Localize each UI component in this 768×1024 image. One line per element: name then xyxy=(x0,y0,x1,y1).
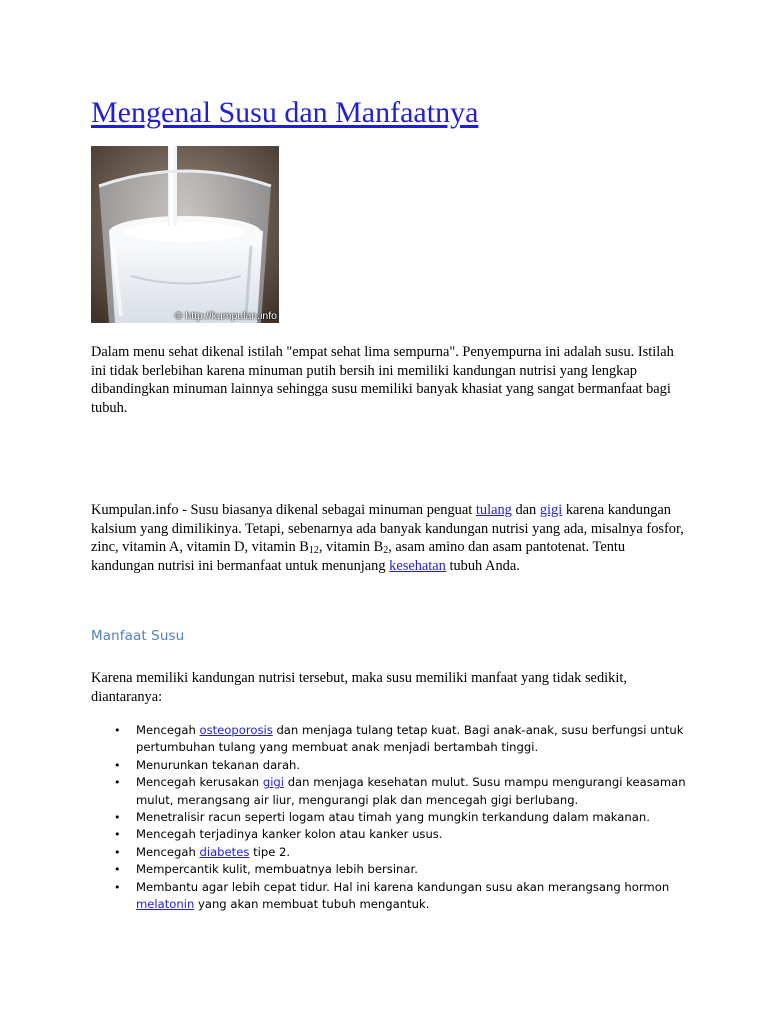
bullet-icon: • xyxy=(114,863,121,877)
nutrition-paragraph xyxy=(91,501,691,575)
subscript-12: 12 xyxy=(308,545,319,556)
bullet-icon: • xyxy=(114,880,121,894)
paragraph-text: karena kandungan kalsium yang dimilikinya. Tetapi, sebenarnya ada banyak kandungan nutrisi yang ada, misalnya fosfor, zinc, vitamin A, vitamin D, vitamin B xyxy=(91,502,684,555)
benefits-list xyxy=(91,722,691,913)
paragraph-text: dan xyxy=(511,502,540,518)
list-item xyxy=(91,861,691,878)
bullet-icon: • xyxy=(114,811,121,825)
item-text: Mencegah terjadinya kanker kolon atau kanker usus. xyxy=(136,827,443,842)
item-text: tipe 2. xyxy=(249,844,291,859)
list-item xyxy=(91,826,691,843)
bullet-icon: • xyxy=(114,758,121,772)
subscript-2: 2 xyxy=(383,545,389,556)
item-text: Mencegah xyxy=(136,844,200,859)
bullet-icon: • xyxy=(114,828,121,842)
paragraph-text: Kumpulan.info - Susu biasanya dikenal sebagai minuman penguat xyxy=(91,502,476,518)
paragraph-text: , vitamin B xyxy=(318,539,384,555)
item-text: dan menjaga kesehatan mulut. Susu mampu mengurangi keasaman mulut, merangsang air liur, mengurangi plak dan mencegah gigi berlubang. xyxy=(136,775,686,807)
paragraph-text: , asam amino dan asam pantotenat. Tentu kandungan nutrisi ini bermanfaat untuk menunjang xyxy=(91,539,626,574)
item-text: dan menjaga tulang tetap kuat. Bagi anak-anak, susu berfungsi untuk pertumbuhan tulang yang membuat anak menjadi bertambah tinggi. xyxy=(136,723,684,755)
item-text: yang akan membuat tubuh mengantuk. xyxy=(194,897,430,912)
milk-glass-photo xyxy=(91,146,279,323)
link-tulang[interactable]: tulang xyxy=(475,502,512,518)
photo-watermark: © http://kumpulan.info xyxy=(174,310,277,322)
bullet-icon: • xyxy=(114,724,121,737)
link-gigi-list[interactable]: gigi xyxy=(262,775,285,790)
list-item xyxy=(91,722,691,757)
bullet-icon: • xyxy=(114,845,121,859)
list-item xyxy=(91,844,691,861)
paragraph-text: tubuh Anda. xyxy=(445,557,520,574)
item-text: Menetralisir racun seperti logam atau timah yang mungkin terkandung dalam makanan. xyxy=(136,810,650,825)
milk-glass-image xyxy=(91,146,279,323)
item-text: Mempercantik kulit, membuatnya lebih bersinar. xyxy=(136,862,418,877)
link-diabetes[interactable]: diabetes xyxy=(199,844,250,859)
section-heading: Manfaat Susu xyxy=(91,628,185,644)
item-text: Membantu agar lebih cepat tidur. Hal ini karena kandungan susu akan merangsang hormon xyxy=(136,879,670,894)
list-item xyxy=(91,757,691,774)
item-text: Mencegah kerusakan xyxy=(136,775,263,790)
page-title[interactable]: Mengenal Susu dan Manfaatnya xyxy=(91,96,479,129)
list-item xyxy=(91,879,691,914)
bullet-icon: • xyxy=(114,776,121,790)
list-item xyxy=(91,774,691,809)
item-text: Menurunkan tekanan darah. xyxy=(136,757,301,772)
link-gigi[interactable]: gigi xyxy=(539,502,563,518)
benefits-intro: Karena memiliki kandungan nutrisi tersebut, maka susu memiliki manfaat yang tidak sedikit, diantaranya: xyxy=(91,670,627,705)
link-melatonin[interactable]: melatonin xyxy=(136,897,195,912)
link-osteoporosis[interactable]: osteoporosis xyxy=(199,723,273,737)
link-kesehatan[interactable]: kesehatan xyxy=(389,557,446,574)
item-text: Mencegah xyxy=(136,723,200,737)
intro-paragraph: Dalam menu sehat dikenal istilah "empat sehat lima sempurna". Penyempurna ini adalah susu. Istilah ini tidak berlebihan karena minuman putih bersih ini memiliki kandungan nutrisi yang lengkap dibandingkan minuman lainnya sehingga susu memiliki banyak khasiat yang sangat bermanfaat bagi tubuh. xyxy=(91,344,674,416)
list-item xyxy=(91,809,691,826)
